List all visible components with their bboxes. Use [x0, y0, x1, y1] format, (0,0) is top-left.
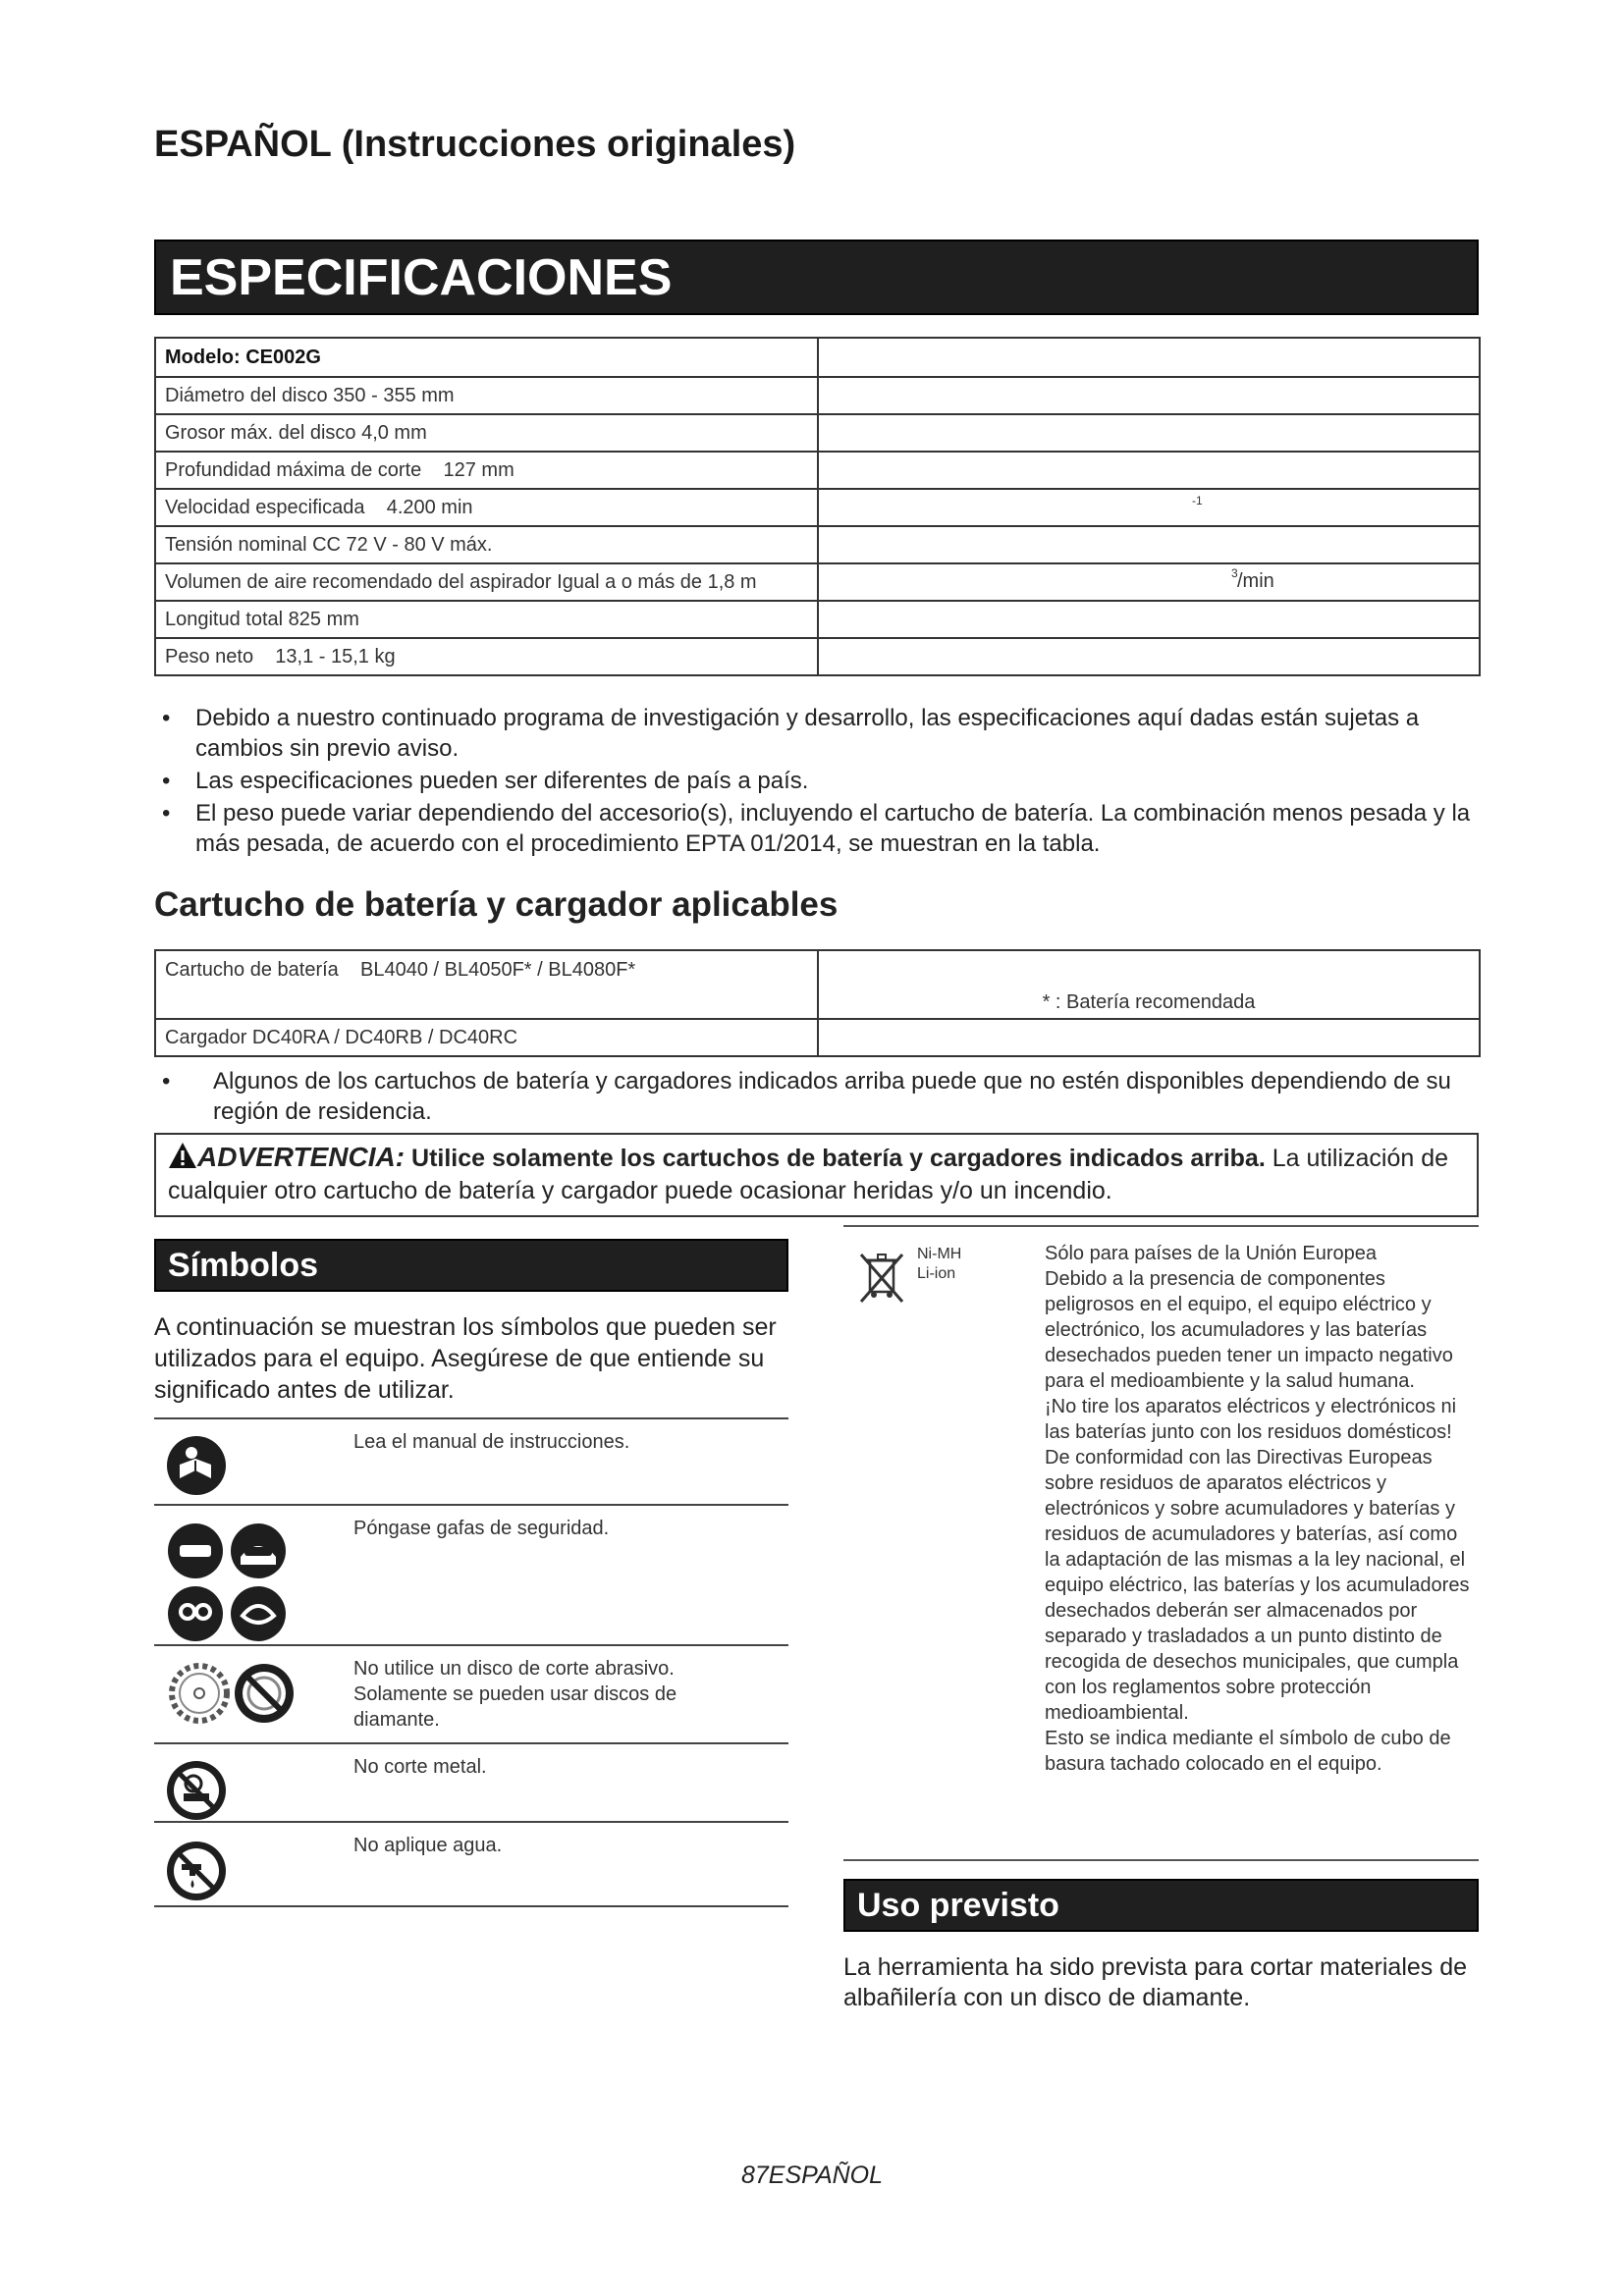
table-row — [154, 1742, 788, 1821]
intended-use-text: La herramienta ha sido prevista para cortar materiales de albañilería con un disco de diamante. — [843, 1953, 1468, 2011]
specifications-notes — [154, 703, 1479, 861]
list-item: • Debido a nuestro continuado programa de investigación y desarrollo, las especificaciones aquí dadas están sujetas a cambios sin previo aviso. — [162, 705, 1420, 762]
read-manual-icon — [166, 1435, 227, 1496]
recommended-battery-note: * : Batería recomendada — [818, 950, 1480, 1019]
battery-chemistry — [917, 1245, 961, 1284]
warning-label: ADVERTENCIA: — [197, 1142, 406, 1172]
intended-use-heading: Uso previsto — [843, 1879, 1479, 1932]
crossed-bin-icon — [853, 1249, 910, 1306]
spec-cell: Profundidad máxima de corte 127 mm — [155, 452, 818, 489]
page-number: 87ESPAÑOL — [740, 2162, 884, 2189]
symbols-heading: Símbolos — [154, 1239, 788, 1292]
table-row — [155, 638, 1480, 675]
table-row — [155, 489, 1480, 526]
table-row — [155, 414, 1480, 452]
table-row — [155, 601, 1480, 638]
warning-strong-text: Utilice solamente los cartuchos de batería y cargadores indicados arriba. — [411, 1145, 1266, 1172]
page-title: ESPAÑOL (Instrucciones originales) — [154, 124, 796, 165]
air-unit: /min — [1237, 570, 1274, 592]
symbol-description: No corte metal. — [353, 1756, 487, 1778]
symbol-description: Lea el manual de instrucciones. — [353, 1431, 630, 1453]
battery-heading: Cartucho de batería y cargador aplicables — [154, 885, 839, 924]
table-row — [155, 1019, 1480, 1056]
specifications-table — [154, 337, 1481, 676]
warning-triangle-icon — [168, 1142, 197, 1169]
speed-unit-superscript: -1 — [1192, 494, 1203, 507]
safety-glasses-icon — [166, 1522, 288, 1643]
table-row — [154, 1644, 788, 1742]
weee-paragraph: Esto se indica mediante el símbolo de cubo de basura tachado colocado en el equipo. — [1045, 1728, 1451, 1775]
weee-paragraph: Sólo para países de la Unión Europea — [1045, 1243, 1378, 1264]
warning-box — [154, 1133, 1479, 1217]
table-row — [155, 950, 1480, 1019]
weee-section — [843, 1225, 1479, 1861]
no-water-icon — [166, 1841, 227, 1901]
chem-liion: Li-ion — [917, 1265, 956, 1282]
spec-cell: Volumen de aire recomendado del aspirador Igual a o más de 1,8 m — [155, 563, 818, 601]
table-row — [155, 563, 1480, 601]
spec-cell: Grosor máx. del disco 4,0 mm — [155, 414, 818, 452]
battery-notes — [154, 1066, 1479, 1129]
table-row — [155, 452, 1480, 489]
list-item: • El peso puede variar dependiendo del accesorio(s), incluyendo el cartucho de batería. La combinación menos pesada y la más pesada, de acuerdo con el procedimiento EPTA 01/2014, se muestran en la tabla. — [162, 800, 1471, 857]
table-row — [154, 1821, 788, 1907]
weee-paragraph: Debido a la presencia de componentes peligrosos en el equipo, el equipo eléctrico y electrónico, los acumuladores y las baterías desechados pueden tener un impacto negativo para el medioambiente y la salud humana. — [1045, 1268, 1453, 1392]
weee-text — [1045, 1241, 1477, 1777]
spec-cell: Tensión nominal CC 72 V - 80 V máx. — [155, 526, 818, 563]
symbol-description: No utilice un disco de corte abrasivo. Solamente se pueden usar discos de diamante. — [353, 1658, 677, 1731]
table-row — [154, 1417, 788, 1504]
model-cell: Modelo: CE002G — [155, 338, 818, 377]
specifications-heading: ESPECIFICACIONES — [154, 240, 1479, 315]
chem-nimh: Ni-MH — [917, 1246, 962, 1262]
table-row — [155, 338, 1480, 377]
weee-paragraph: ¡No tire los aparatos eléctricos y electrónicos ni las baterías junto con los residuos domésticos! — [1045, 1396, 1457, 1443]
spec-cell: Longitud total 825 mm — [155, 601, 818, 638]
symbols-table — [154, 1417, 788, 1907]
battery-cartridge-cell: Cartucho de batería BL4040 / BL4050F* / BL4080F* — [155, 950, 818, 1019]
air-unit-superscript: 3 — [1231, 566, 1238, 580]
battery-table — [154, 949, 1481, 1057]
charger-cell: Cargador DC40RA / DC40RB / DC40RC — [155, 1019, 818, 1056]
no-metal-icon — [166, 1760, 227, 1821]
spec-cell: Diámetro del disco 350 - 355 mm — [155, 377, 818, 414]
no-abrasive-disc-icon — [166, 1658, 298, 1729]
warning-text: La utilización de cualquier otro cartucho de batería y cargador puede ocasionar heridas y/o un incendio. — [168, 1145, 1449, 1204]
table-row — [154, 1504, 788, 1644]
spec-cell: Velocidad especificada 4.200 min — [155, 489, 818, 526]
spec-cell: Peso neto 13,1 - 15,1 kg — [155, 638, 818, 675]
symbol-description: No aplique agua. — [353, 1835, 503, 1856]
symbols-intro: A continuación se muestran los símbolos que pueden ser utilizados para el equipo. Asegúrese de que entiende su significado antes de utilizar. — [154, 1313, 777, 1404]
table-row — [155, 377, 1480, 414]
list-item: • Algunos de los cartuchos de batería y cargadores indicados arriba puede que no estén disponibles dependiendo de su región de residencia. — [162, 1068, 1451, 1125]
weee-paragraph: De conformidad con las Directivas Europeas sobre residuos de aparatos eléctricos y electrónicos y sobre acumuladores y baterías y residuos de acumuladores y baterías, así como la adaptación de las mismas a la ley nacional, el equipo eléctrico, las baterías y los acumuladores desechados deberán ser almacenados por separado y trasladados a un punto distinto de recogida de desechos municipales, que cumpla con los reglamentos sobre protección medioambiental. — [1045, 1447, 1470, 1724]
table-row — [155, 526, 1480, 563]
list-item: • Las especificaciones pueden ser diferentes de país a país. — [162, 768, 809, 794]
symbol-description: Póngase gafas de seguridad. — [353, 1518, 610, 1539]
